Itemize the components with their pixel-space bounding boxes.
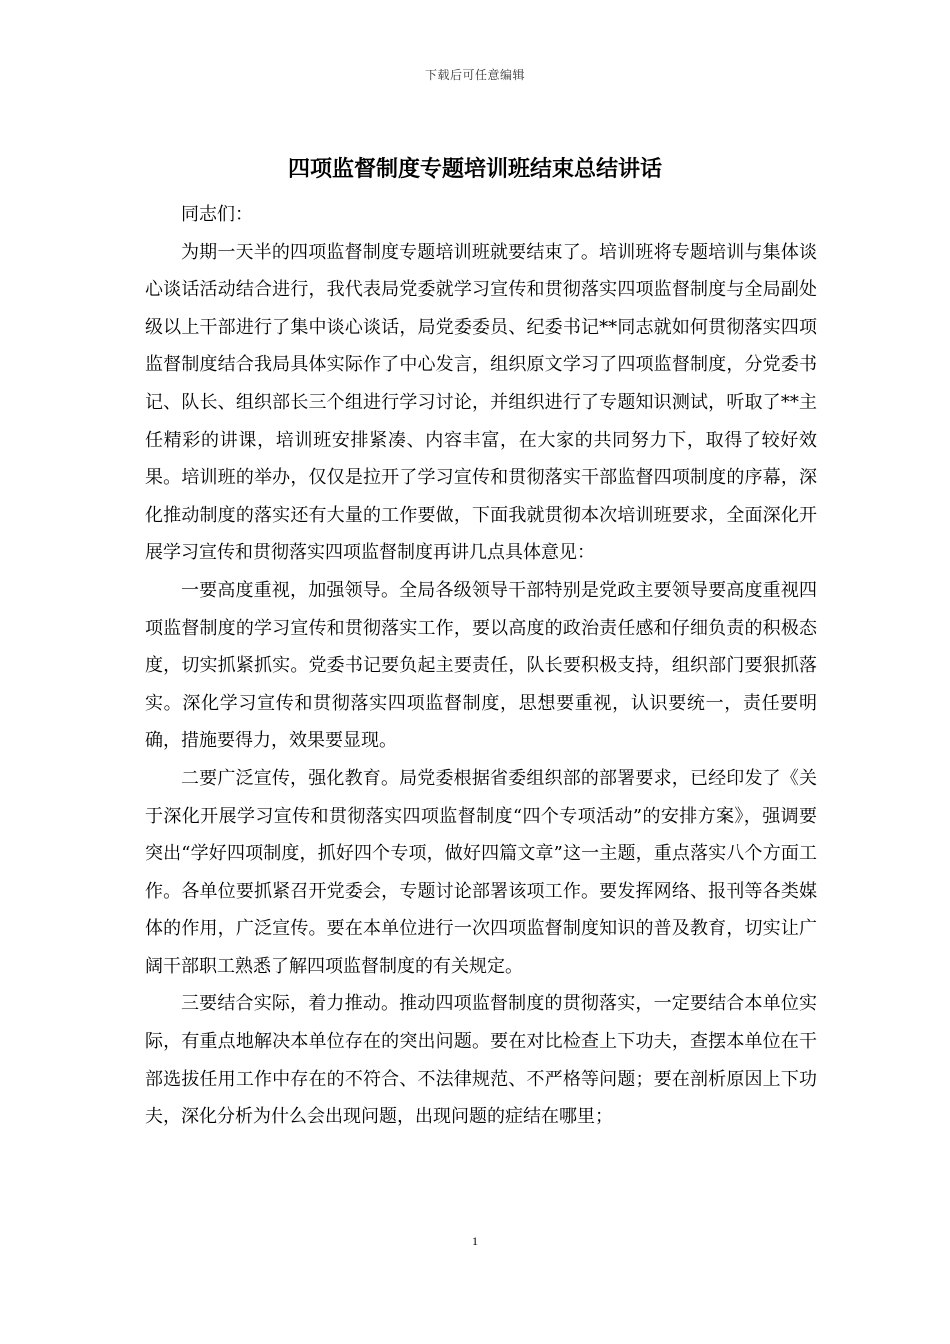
document-title: 四项监督制度专题培训班结束总结讲话	[287, 156, 662, 182]
intro-paragraph: 为期一天半的四项监督制度专题培训班就要结束了。培训班将专题培训与集体谈心谈话活动结合进行，我代表局党委就学习宣传和贯彻落实四项监督制度与全局副处级以上干部进行了集中谈心谈话，局党委委员、纪委书记**同志就如何贯彻落实四项监督制度结合我局具体实际作了中心发言，组织原文学习了四项监督制度，分党委书记、队长、组织部长三个组进行学习讨论，并组织进行了专题知识测试，听取了**主任精彩的讲课，培训班安排紧凑、内容丰富，在大家的共同努力下，取得了较好效果。培训班的举办，仅仅是拉开了学习宣传和贯彻落实干部监督四项制度的序幕，深化推动制度的落实还有大量的工作要做，下面我就贯彻本次培训班要求，全面深化开展学习宣传和贯彻落实四项监督制度再讲几点具体意见：	[145, 241, 817, 564]
document-body	[145, 196, 817, 1136]
salutation-paragraph: 同志们：	[181, 204, 253, 225]
page-header-note: 下载后可任意编辑	[424, 68, 525, 82]
point-one-paragraph: 一要高度重视，加强领导。全局各级领导干部特别是党政主要领导要高度重视四项监督制度的学习宣传和贯彻落实工作，要以高度的政治责任感和仔细负责的积极态度，切实抓紧抓实。党委书记要负起主要责任，队长要积极支持，组织部门要狠抓落实。深化学习宣传和贯彻落实四项监督制度，思想要重视，认识要统一，责任要明确，措施要得力，效果要显现。	[145, 579, 817, 752]
point-two-paragraph: 二要广泛宣传，强化教育。局党委根据省委组织部的部署要求，已经印发了《关于深化开展学习宣传和贯彻落实四项监督制度“四个专项活动”的安排方案》，强调要突出“学好四项制度，抓好四个专项，做好四篇文章”这一主题，重点落实八个方面工作。各单位要抓紧召开党委会，专题讨论部署该项工作。要发挥网络、报刊等各类媒体的作用，广泛宣传。要在本单位进行一次四项监督制度知识的普及教育，切实让广阔干部职工熟悉了解四项监督制度的有关规定。	[145, 767, 817, 977]
page-number: 1	[472, 1234, 478, 1248]
point-three-paragraph: 三要结合实际，着力推动。推动四项监督制度的贯彻落实，一定要结合本单位实际，有重点地解决本单位存在的突出问题。要在对比检查上下功夫，查摆本单位在干部选拔任用工作中存在的不符合、不法律规范、不严格等问题；要在剖析原因上下功夫，深化分析为什么会出现问题，出现问题的症结在哪里；	[145, 993, 817, 1128]
